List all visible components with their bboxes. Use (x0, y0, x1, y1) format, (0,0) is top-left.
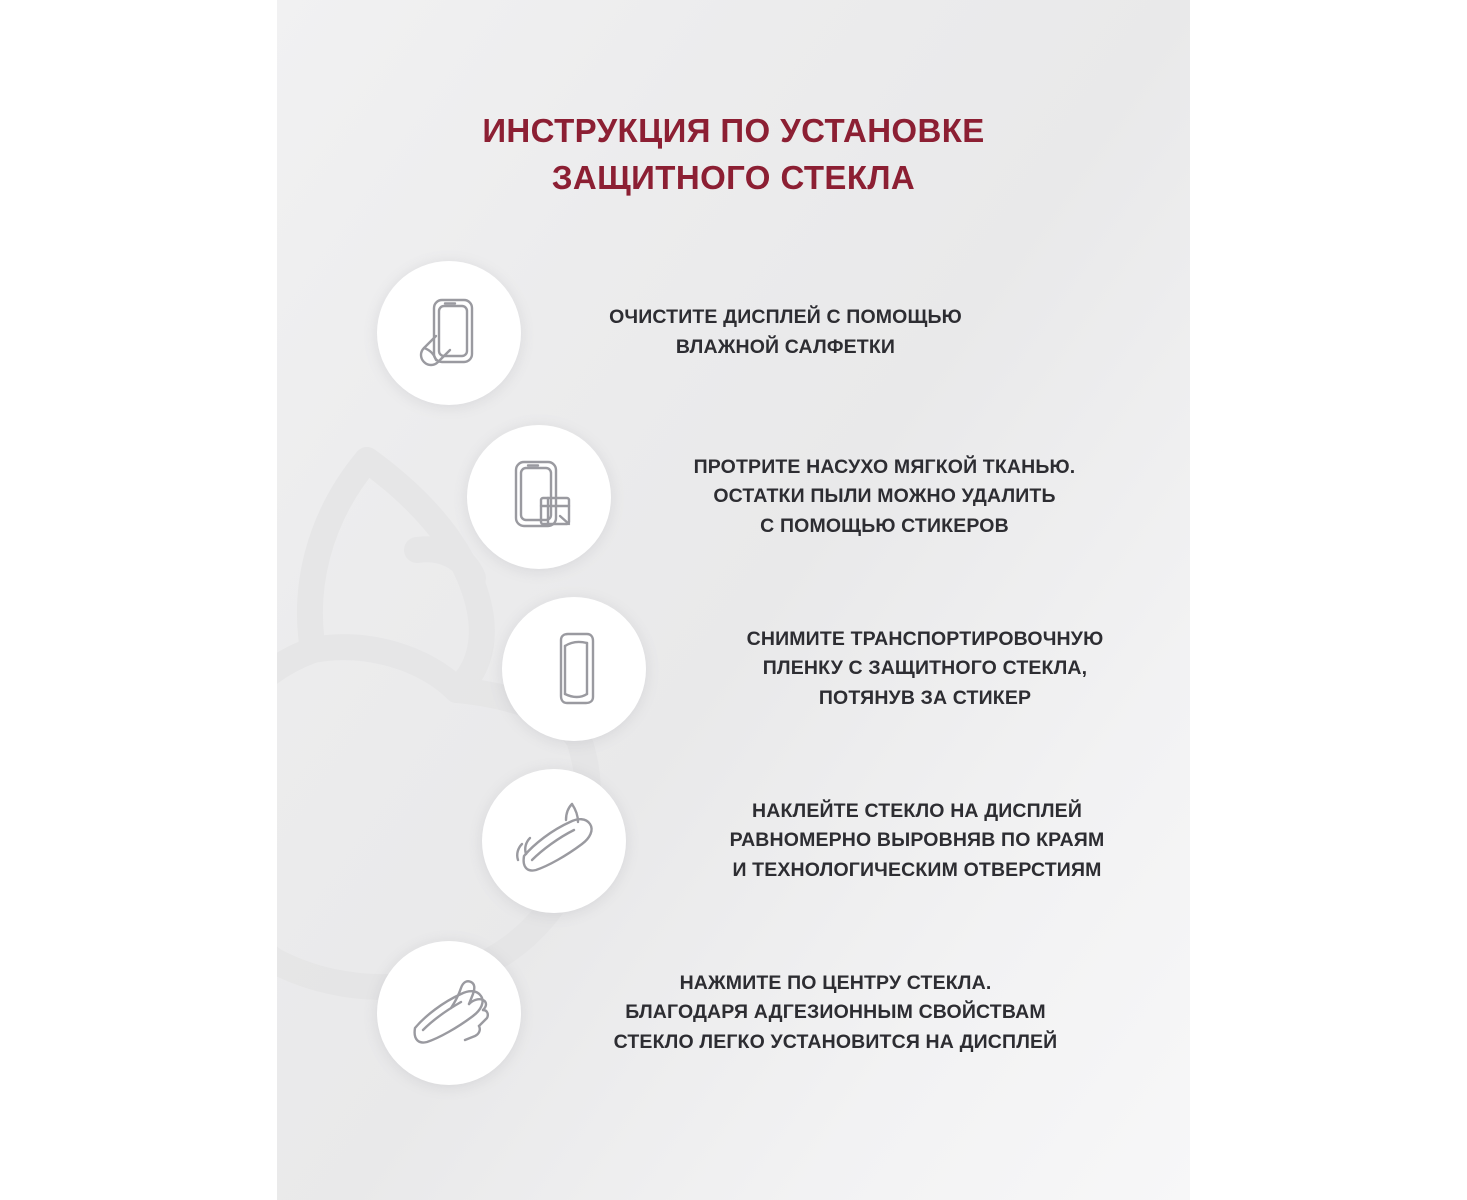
step-5-text (521, 969, 1190, 1058)
step-4-line-1: НАКЛЕЙТЕ СТЕКЛО НА ДИСПЛЕЙ (752, 799, 1082, 822)
step-1-icon-bubble (377, 261, 521, 405)
step-2-icon-bubble (467, 425, 611, 569)
step-1-line-1: ОЧИСТИТЕ ДИСПЛЕЙ С ПОМОЩЬЮ (609, 306, 962, 329)
phone-dry-cloth-icon (496, 454, 582, 540)
step-5-line-2: БЛАГОДАРЯ АДГЕЗИОННЫМ СВОЙСТВАМ (625, 1001, 1046, 1024)
step-2-line-1: ПРОТРИТЕ НАСУХО МЯГКОЙ ТКАНЬЮ. (693, 455, 1076, 478)
step-4-icon-bubble (482, 769, 626, 913)
poster-panel (277, 0, 1190, 1200)
step-3-icon-bubble (502, 597, 646, 741)
step-item-3 (277, 594, 1190, 744)
step-item-4 (277, 766, 1190, 916)
step-4-line-2: РАВНОМЕРНО ВЫРОВНЯВ ПО КРАЯМ (729, 829, 1105, 852)
page-title-line-2: ЗАЩИТНОГО СТЕКЛА (551, 158, 916, 196)
apply-glass-icon (508, 798, 600, 884)
step-1-line-2: ВЛАЖНОЙ САЛФЕТКИ (675, 336, 896, 358)
step-5-icon-bubble (377, 941, 521, 1085)
page-title-line-1: ИНСТРУКЦИЯ ПО УСТАНОВКЕ (482, 112, 985, 149)
step-4-line-3: И ТЕХНОЛОГИЧЕСКИМ ОТВЕРСТИЯМ (732, 858, 1102, 881)
step-2-text (611, 453, 1190, 542)
phone-wipe-icon (406, 290, 492, 376)
step-item-1 (277, 258, 1190, 408)
step-3-line-3: ПОТЯНУВ ЗА СТИКЕР (818, 686, 1032, 709)
step-2-line-3: С ПОМОЩЬЮ СТИКЕРОВ (760, 514, 1009, 537)
press-center-icon (403, 970, 495, 1056)
step-3-line-2: ПЛЕНКУ С ЗАЩИТНОГО СТЕКЛА, (762, 657, 1088, 680)
step-3-text (646, 625, 1190, 714)
step-item-5 (277, 938, 1190, 1088)
step-4-text (626, 797, 1190, 886)
step-5-line-3: СТЕКЛО ЛЕГКО УСТАНОВИТСЯ НА ДИСПЛЕЙ (613, 1030, 1058, 1053)
steps-list (277, 258, 1190, 1094)
step-item-2 (277, 422, 1190, 572)
peel-film-icon (531, 626, 617, 712)
step-1-text (521, 303, 1190, 362)
step-5-line-1: НАЖМИТЕ ПО ЦЕНТРУ СТЕКЛА. (679, 971, 992, 994)
step-2-line-2: ОСТАТКИ ПЫЛИ МОЖНО УДАЛИТЬ (713, 485, 1056, 508)
page-title (277, 108, 1190, 202)
step-3-line-1: СНИМИТЕ ТРАНСПОРТИРОВОЧНУЮ (746, 627, 1104, 650)
